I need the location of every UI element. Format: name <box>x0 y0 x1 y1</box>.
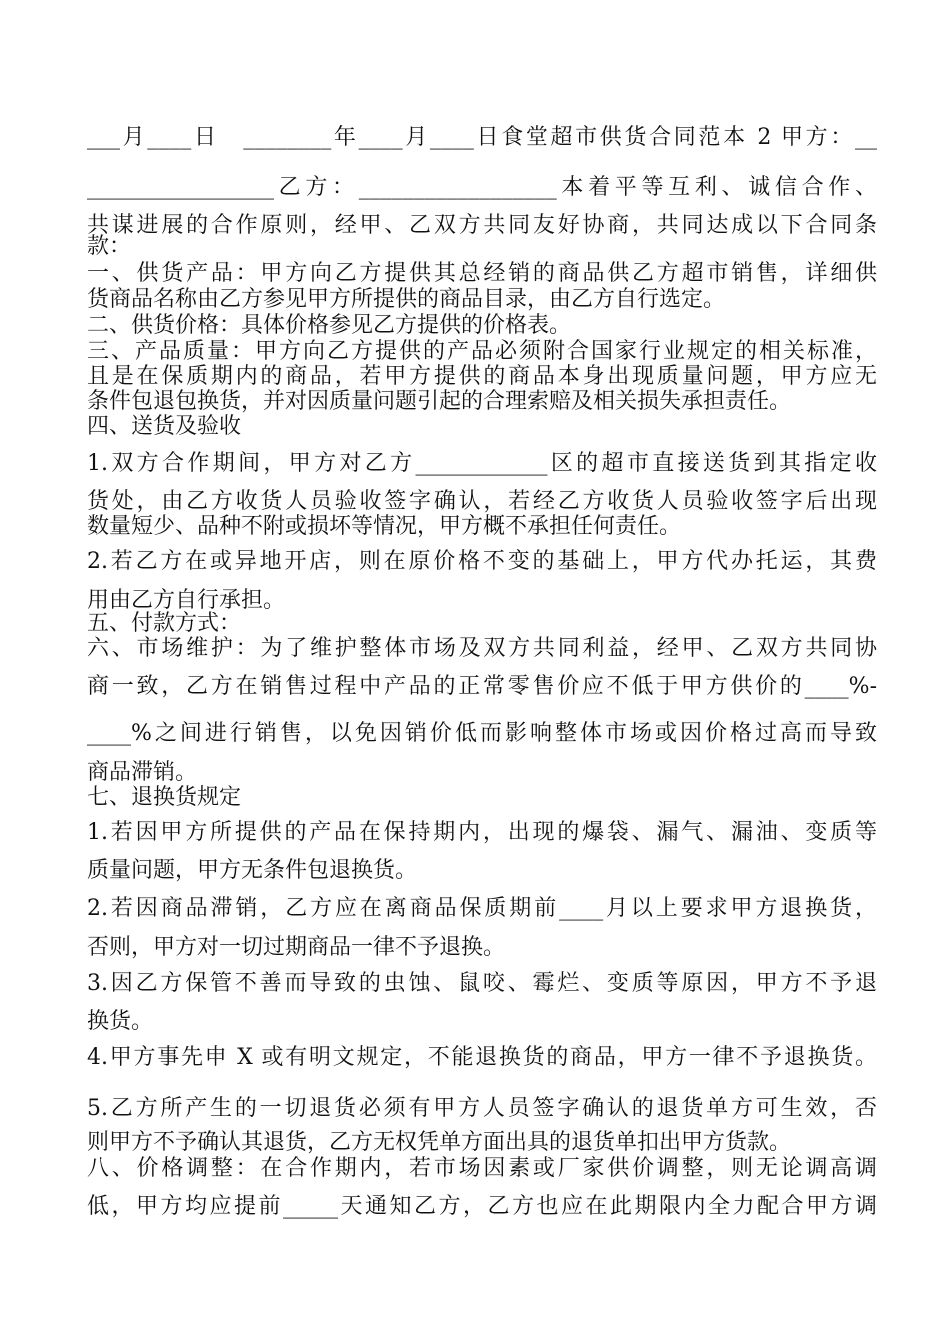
clause-2-line: 二、供货价格：具体价格参见乙方提供的价格表。 <box>87 313 572 338</box>
section-7-item-1: 质量问题，甲方无条件包退换货。 <box>87 858 418 883</box>
section-7-item-4: 4.甲方事先申 X 或有明文规定，不能退换货的商品，甲方一律不予退换货。 <box>87 1045 877 1070</box>
section-7-item-2: 否则，甲方对一切过期商品一律不予退换。 <box>87 935 506 960</box>
section-7-item-3: 换货。 <box>87 1009 154 1034</box>
section-6-line: 商一致，乙方在销售过程中产品的正常零售价应不低于甲方供价的____%- <box>87 674 877 699</box>
section-8-line: 八、价格调整：在合作期内，若市场因素或厂家供价调整，则无论调高调 <box>87 1156 877 1181</box>
preamble-line: 款： <box>87 234 132 259</box>
section-7-item-5: 5.乙方所产生的一切退货必须有甲方人员签字确认的退货单方可生效，否 <box>87 1096 877 1121</box>
section-4-item-2: 2.若乙方在或异地开店，则在原价格不变的基础上，甲方代办托运，其费 <box>87 549 877 574</box>
section-7-heading: 七、退换货规定 <box>87 785 242 810</box>
clause-1-line: 货商品名称由乙方参见甲方所提供的商品目录，由乙方自行选定。 <box>87 287 726 312</box>
clause-1-line: 一、供货产品：甲方向乙方提供其总经销的商品供乙方超市销售，详细供 <box>87 261 877 286</box>
section-7-item-5: 则甲方不予确认其退货，乙方无权凭单方面出具的退货单扣出甲方货款。 <box>87 1130 792 1155</box>
section-7-item-2: 2.若因商品滞销，乙方应在离商品保质期前____月以上要求甲方退换货， <box>87 896 877 921</box>
preamble-line: 共谋进展的合作原则，经甲、乙双方共同友好协商，共同达成以下合同条 <box>87 213 877 238</box>
section-4-item-1: 1.双方合作期间，甲方对乙方____________区的超市直接送货到其指定收 <box>87 451 877 476</box>
clause-3-line: 且是在保质期内的商品，若甲方提供的商品本身出现质量问题，甲方应无 <box>87 364 877 389</box>
clause-3-line: 条件包退包换货，并对因质量问题引起的合理索赔及相关损失承担责任。 <box>87 389 792 414</box>
clause-3-line: 三、产品质量：甲方向乙方提供的产品必须附合国家行业规定的相关标准， <box>87 339 877 364</box>
section-4-heading: 四、送货及验收 <box>87 414 242 439</box>
section-4-item-1: 货处，由乙方收货人员验收签字确认，若经乙方收货人员验收签字后出现 <box>87 489 877 514</box>
contract-title-line: ___月____日 ________年____月____日食堂超市供货合同范本 2 甲方：__ <box>87 125 877 150</box>
section-5-heading: 五、付款方式： <box>87 611 242 636</box>
section-6-line: ____%之间进行销售，以免因销价低而影响整体市场或因价格过高而导致 <box>87 721 877 746</box>
section-7-item-3: 3.因乙方保管不善而导致的虫蚀、鼠咬、霉烂、变质等原因，甲方不予退 <box>87 971 877 996</box>
section-6-line: 六、市场维护：为了维护整体市场及双方共同利益，经甲、乙双方共同协 <box>87 636 877 661</box>
section-6-line: 商品滞销。 <box>87 760 198 785</box>
section-4-item-2: 用由乙方自行承担。 <box>87 588 286 613</box>
section-4-item-1: 数量短少、品种不附或损坏等情况，甲方概不承担任何责任。 <box>87 514 682 539</box>
section-8-line: 低，甲方均应提前_____天通知乙方，乙方也应在此期限内全力配合甲方调 <box>87 1194 877 1219</box>
section-7-item-1: 1.若因甲方所提供的产品在保持期内，出现的爆袋、漏气、漏油、变质等 <box>87 820 877 845</box>
party-b-line: _________________乙方：__________________本着平等互利、诚信合作、 <box>87 175 877 200</box>
